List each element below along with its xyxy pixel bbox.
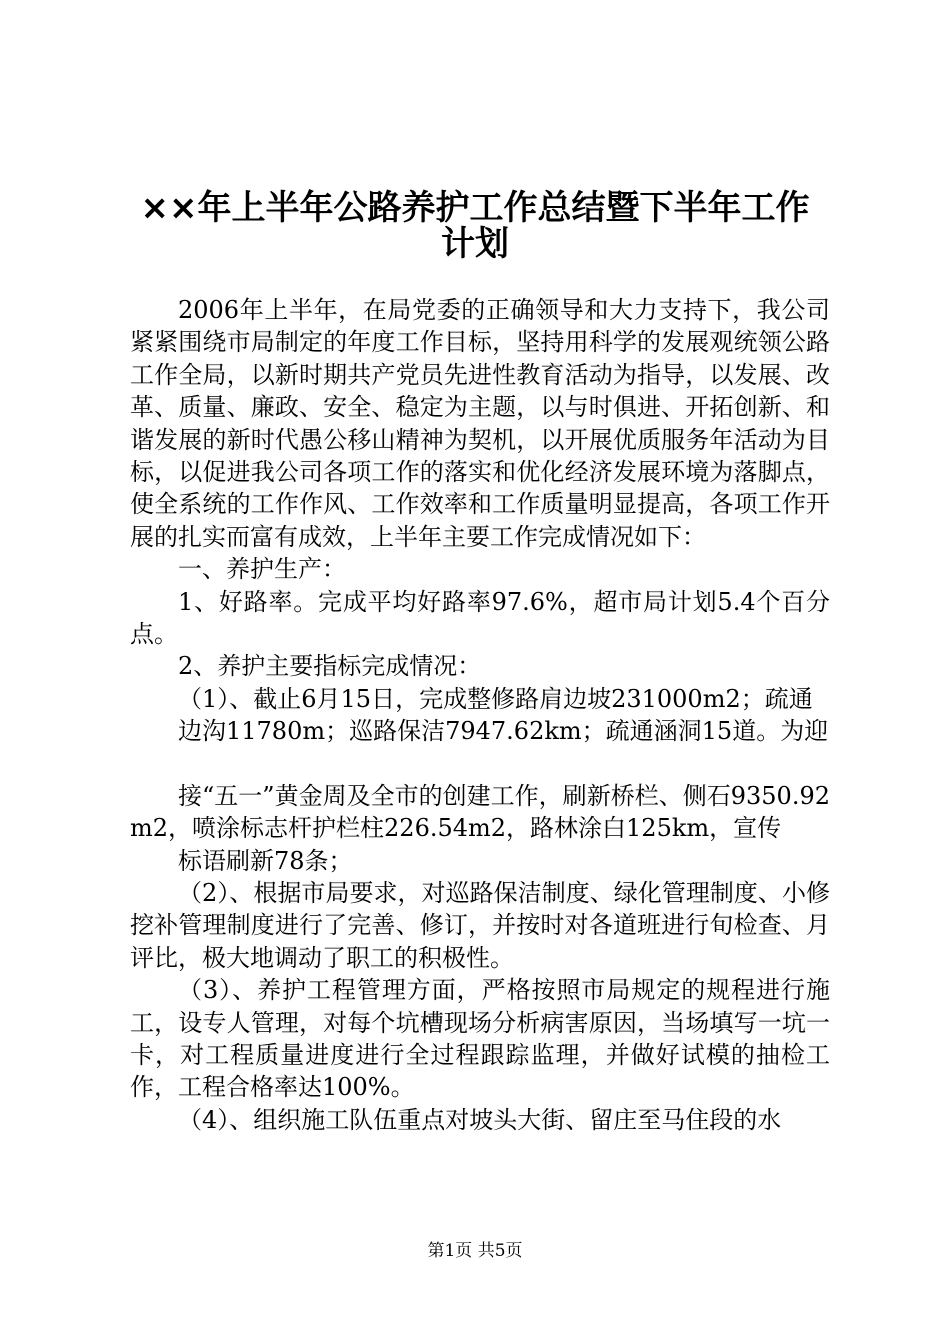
intro-paragraph: 2006年上半年，在局党委的正确领导和大力支持下，我公司紧紧围绕市局制定的年度工作目标，坚持用科学的发展观统领公路工作全局，以新时期共产党员先进性教育活动为指导，以发展、改革、质量、廉政、安全、稳定为主题，以与时俱进、开拓创新、和谐发展的新时代愚公移山精神为契机，以开展优质服务年活动为目标，以促进我公司各项工作的落实和优化经济发展环境为落脚点，使全系统的工作作风、工作效率和工作质量明显提高，各项工作开展的扎实而富有成效，上半年主要工作完成情况如下： bbox=[130, 296, 830, 551]
section-heading-maintenance: 一、养护生产： bbox=[178, 555, 346, 584]
sub-item-1-part-2: 边沟11780m；巡路保洁7947.62km；疏通涵洞15道。为迎 bbox=[178, 717, 829, 746]
page-number-footer: 第1页 共5页 bbox=[427, 1241, 523, 1261]
sub-item-1-part-1: （1）、截止6月15日，完成整修路肩边坡231000m2；疏通 bbox=[178, 684, 813, 713]
item-main-indicators: 2、养护主要指标完成情况： bbox=[178, 652, 482, 681]
item-good-road-rate: 1、好路率。完成平均好路率97.6%，超市局计划5.4个百分点。 bbox=[130, 587, 830, 649]
sub-item-1-part-3: 接“五一”黄金周及全市的创建工作，刷新桥栏、侧石9350.92m2，喷涂标志杆护栏柱226.54m2，路林涂白125km，宣传 bbox=[130, 781, 830, 843]
sub-item-2: （2）、根据市局要求，对巡路保洁制度、绿化管理制度、小修挖补管理制度进行了完善、修订，并按时对各道班进行旬检查、月评比，极大地调动了职工的积极性。 bbox=[130, 878, 830, 972]
document-title-line-1: ××年上半年公路养护工作总结暨下半年工作 bbox=[140, 188, 810, 228]
document-body bbox=[130, 294, 830, 1136]
sub-item-1-part-4: 标语刷新78条； bbox=[178, 846, 353, 875]
document-title-line-2: 计划 bbox=[441, 224, 509, 264]
sub-item-3: （3）、养护工程管理方面，严格按照市局规定的规程进行施工，设专人管理，对每个坑槽现场分析病害原因，当场填写一坑一卡，对工程质量进度进行全过程跟踪监理，并做好试模的抽检工作，工程合格率达100%。 bbox=[130, 976, 830, 1102]
sub-item-4: （4）、组织施工队伍重点对坡头大街、留庄至马住段的水 bbox=[178, 1105, 782, 1134]
